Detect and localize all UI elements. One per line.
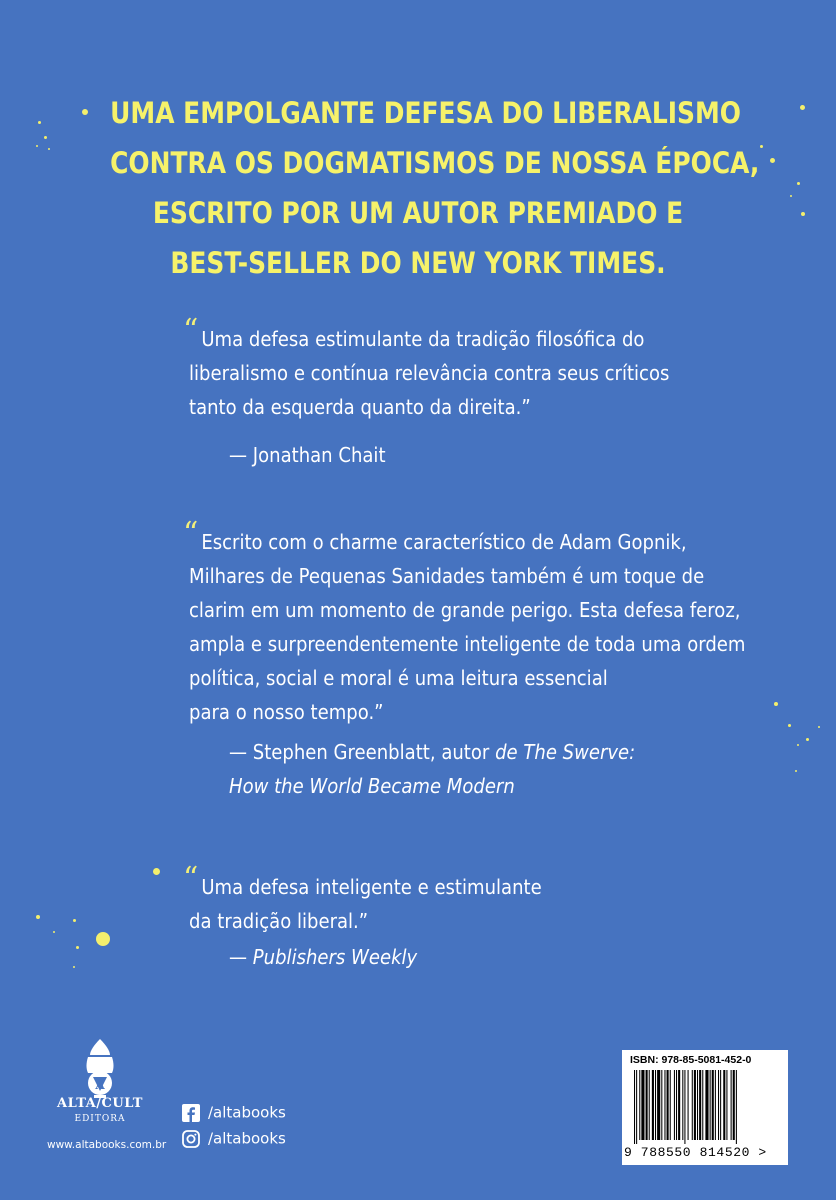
- attribution-source: Publishers Weekly: [252, 945, 418, 969]
- barcode-bar: [661, 1070, 662, 1140]
- star-icon: [73, 966, 75, 968]
- quote-attribution: [229, 735, 749, 803]
- quote-line: ampla e surpreendentemente inteligente de toda uma ordem: [189, 632, 746, 656]
- barcode-bar: [676, 1070, 677, 1140]
- attribution-prefix: — Stephen Greenblatt, autor: [229, 740, 496, 764]
- barcode-bar: [636, 1070, 637, 1144]
- barcode-bar: [639, 1070, 640, 1140]
- barcode-bar: [652, 1070, 654, 1140]
- attribution-text: — Jonathan Chait: [229, 443, 386, 467]
- quote-line: da tradição liberal.”: [189, 909, 369, 933]
- isbn-barcode: [622, 1050, 788, 1165]
- barcode-bar: [712, 1070, 714, 1140]
- attribution-line: [229, 735, 687, 769]
- publisher-subtitle: EDITORA: [74, 1114, 126, 1124]
- barcode-bar: [649, 1070, 650, 1140]
- barcode-bar: [646, 1070, 648, 1140]
- attribution-prefix: —: [229, 945, 253, 969]
- barcode-bar: [682, 1070, 683, 1140]
- star-icon: [44, 136, 47, 139]
- star-icon: [82, 109, 88, 115]
- open-quote-mark: “: [183, 313, 199, 348]
- open-quote-mark: “: [183, 861, 199, 896]
- star-icon: [770, 158, 775, 163]
- star-icon: [36, 145, 38, 147]
- quote-line: Uma defesa inteligente e estimulante: [201, 875, 542, 899]
- quote-line: Uma defesa estimulante da tradição filosófica do: [201, 327, 645, 351]
- star-icon: [801, 212, 805, 216]
- attribution-book-title: de The Swerve:: [495, 740, 636, 764]
- barcode-bar: [664, 1070, 665, 1140]
- barcode-bar: [674, 1070, 675, 1140]
- instagram-icon: [182, 1130, 200, 1148]
- barcode-bar: [736, 1070, 737, 1144]
- headline-line: BEST-SELLER DO NEW YORK TIMES.: [170, 246, 666, 280]
- star-icon: [38, 121, 41, 124]
- barcode-bar: [731, 1070, 732, 1140]
- barcode-bar: [667, 1070, 669, 1140]
- barcode-bar: [723, 1070, 725, 1140]
- headline-line: UMA EMPOLGANTE DEFESA DO LIBERALISMO: [110, 96, 742, 130]
- open-quote-mark: “: [183, 516, 199, 551]
- quote-jonathan-chait: [183, 313, 749, 472]
- star-icon: [797, 744, 799, 746]
- barcode-bar: [641, 1070, 644, 1140]
- barcode-bar: [699, 1070, 701, 1140]
- barcode-bar: [718, 1070, 719, 1140]
- star-icon: [73, 919, 76, 922]
- barcode-digits: 9 788550 814520 >: [624, 1145, 767, 1160]
- barcode-bar: [702, 1070, 703, 1140]
- isbn-label: ISBN: 978-85-5081-452-0: [630, 1054, 752, 1066]
- attribution-book-subtitle: How the World Became Modern: [229, 774, 515, 798]
- star-icon: [760, 145, 763, 148]
- attribution-line: [229, 940, 687, 974]
- star-icon: [788, 724, 791, 727]
- quote-publishers-weekly: [183, 861, 749, 974]
- barcode-bar: [726, 1070, 727, 1140]
- star-icon: [795, 770, 797, 772]
- publisher-website: www.altabooks.com.br: [47, 1139, 167, 1151]
- headline-line: ESCRITO POR UM AUTOR PREMIADO E: [152, 196, 684, 230]
- barcode-bar: [688, 1070, 689, 1140]
- barcode-bar: [733, 1070, 735, 1140]
- star-icon: [806, 738, 809, 741]
- barcode-bar: [715, 1070, 716, 1140]
- star-icon: [800, 105, 805, 110]
- quote-line: liberalismo e contínua relevância contra seus críticos: [189, 361, 670, 385]
- quote-line: para o nosso tempo.”: [189, 700, 384, 724]
- barcode-bar: [684, 1070, 685, 1144]
- barcode-bar: [692, 1070, 693, 1140]
- barcode-bar: [634, 1070, 635, 1144]
- barcode-bar: [710, 1070, 711, 1140]
- quote-line: clarim em um momento de grande perigo. Esta defesa feroz,: [189, 598, 741, 622]
- instagram-link[interactable]: [182, 1129, 286, 1148]
- star-icon: [36, 915, 40, 919]
- star-icon: [76, 946, 79, 949]
- barcode-bar: [720, 1070, 721, 1140]
- barcode-bar: [678, 1070, 680, 1140]
- star-icon: [797, 182, 800, 185]
- headline: [60, 88, 776, 288]
- headline-line: CONTRA OS DOGMATISMOS DE NOSSA ÉPOCA,: [110, 146, 760, 180]
- quote-line: política, social e moral é uma leitura essencial: [189, 666, 608, 690]
- quote-line: tanto da esquerda quanto da direita.”: [189, 395, 531, 419]
- quote-stephen-greenblatt: [183, 516, 749, 803]
- barcode-bar: [705, 1070, 708, 1140]
- star-icon: [790, 195, 792, 197]
- quote-attribution: [229, 438, 749, 472]
- barcode-bars: [630, 1070, 780, 1144]
- spartan-helmet-icon: [50, 1035, 150, 1145]
- facebook-handle: /altabooks: [208, 1103, 286, 1122]
- facebook-icon: [182, 1104, 200, 1122]
- star-icon: [818, 726, 820, 728]
- star-icon: [774, 702, 778, 706]
- barcode-bar: [670, 1070, 671, 1140]
- publisher-name: ALTA/CULT: [57, 1096, 143, 1111]
- star-icon: [153, 868, 160, 875]
- barcode-bar: [655, 1070, 656, 1140]
- star-icon: [96, 932, 110, 946]
- svg-text:A: A: [95, 1078, 105, 1092]
- quote-attribution: [229, 940, 749, 974]
- star-icon: [48, 148, 50, 150]
- instagram-handle: /altabooks: [208, 1129, 286, 1148]
- facebook-link[interactable]: [182, 1103, 286, 1122]
- quote-line: Escrito com o charme característico de Adam Gopnik,: [201, 530, 687, 554]
- barcode-bar: [657, 1070, 660, 1140]
- quote-line: Milhares de Pequenas Sanidades também é um toque de: [189, 564, 705, 588]
- star-icon: [53, 931, 55, 933]
- barcode-bar: [694, 1070, 696, 1140]
- barcode-bar: [697, 1070, 698, 1140]
